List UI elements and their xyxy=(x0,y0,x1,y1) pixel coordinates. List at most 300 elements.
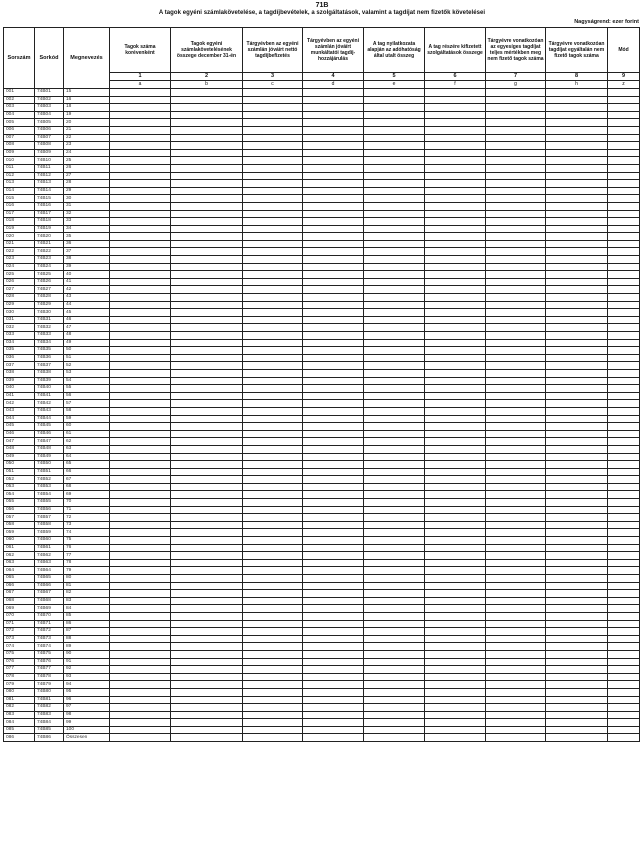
value-cell-col-4[interactable] xyxy=(303,187,364,195)
value-cell-col-6[interactable] xyxy=(425,180,486,188)
value-cell-col-7[interactable] xyxy=(486,89,546,97)
value-cell-col-1[interactable] xyxy=(110,597,171,605)
value-cell-col-3[interactable] xyxy=(243,195,303,203)
value-cell-col-3[interactable] xyxy=(243,704,303,712)
value-cell-col-9[interactable] xyxy=(608,294,640,302)
value-cell-col-7[interactable] xyxy=(486,620,546,628)
value-cell-col-1[interactable] xyxy=(110,582,171,590)
value-cell-col-3[interactable] xyxy=(243,400,303,408)
value-cell-col-6[interactable] xyxy=(425,172,486,180)
value-cell-col-9[interactable] xyxy=(608,704,640,712)
value-cell-col-6[interactable] xyxy=(425,218,486,226)
value-cell-col-2[interactable] xyxy=(171,620,243,628)
value-cell-col-2[interactable] xyxy=(171,696,243,704)
value-cell-col-7[interactable] xyxy=(486,157,546,165)
value-cell-col-7[interactable] xyxy=(486,461,546,469)
value-cell-col-6[interactable] xyxy=(425,688,486,696)
value-cell-col-5[interactable] xyxy=(364,400,425,408)
value-cell-col-6[interactable] xyxy=(425,400,486,408)
value-cell-col-1[interactable] xyxy=(110,673,171,681)
value-cell-col-1[interactable] xyxy=(110,119,171,127)
value-cell-col-6[interactable] xyxy=(425,491,486,499)
value-cell-col-9[interactable] xyxy=(608,650,640,658)
value-cell-col-2[interactable] xyxy=(171,567,243,575)
value-cell-col-1[interactable] xyxy=(110,332,171,340)
value-cell-col-5[interactable] xyxy=(364,233,425,241)
value-cell-col-7[interactable] xyxy=(486,415,546,423)
value-cell-col-5[interactable] xyxy=(364,347,425,355)
value-cell-col-8[interactable] xyxy=(546,324,608,332)
value-cell-col-7[interactable] xyxy=(486,180,546,188)
value-cell-col-1[interactable] xyxy=(110,301,171,309)
value-cell-col-2[interactable] xyxy=(171,157,243,165)
value-cell-col-3[interactable] xyxy=(243,635,303,643)
value-cell-col-1[interactable] xyxy=(110,294,171,302)
value-cell-col-7[interactable] xyxy=(486,559,546,567)
value-cell-col-2[interactable] xyxy=(171,476,243,484)
value-cell-col-6[interactable] xyxy=(425,666,486,674)
value-cell-col-8[interactable] xyxy=(546,658,608,666)
value-cell-col-6[interactable] xyxy=(425,354,486,362)
value-cell-col-3[interactable] xyxy=(243,316,303,324)
value-cell-col-7[interactable] xyxy=(486,172,546,180)
value-cell-col-8[interactable] xyxy=(546,567,608,575)
value-cell-col-4[interactable] xyxy=(303,468,364,476)
value-cell-col-6[interactable] xyxy=(425,673,486,681)
value-cell-col-8[interactable] xyxy=(546,316,608,324)
value-cell-col-4[interactable] xyxy=(303,620,364,628)
value-cell-col-2[interactable] xyxy=(171,666,243,674)
value-cell-col-7[interactable] xyxy=(486,339,546,347)
value-cell-col-8[interactable] xyxy=(546,590,608,598)
value-cell-col-6[interactable] xyxy=(425,149,486,157)
value-cell-col-2[interactable] xyxy=(171,96,243,104)
value-cell-col-2[interactable] xyxy=(171,149,243,157)
value-cell-col-1[interactable] xyxy=(110,430,171,438)
value-cell-col-3[interactable] xyxy=(243,628,303,636)
value-cell-col-8[interactable] xyxy=(546,461,608,469)
value-cell-col-8[interactable] xyxy=(546,430,608,438)
value-cell-col-8[interactable] xyxy=(546,544,608,552)
value-cell-col-6[interactable] xyxy=(425,423,486,431)
value-cell-col-9[interactable] xyxy=(608,119,640,127)
value-cell-col-3[interactable] xyxy=(243,688,303,696)
value-cell-col-3[interactable] xyxy=(243,438,303,446)
value-cell-col-3[interactable] xyxy=(243,362,303,370)
value-cell-col-4[interactable] xyxy=(303,612,364,620)
value-cell-col-7[interactable] xyxy=(486,218,546,226)
value-cell-col-7[interactable] xyxy=(486,499,546,507)
value-cell-col-9[interactable] xyxy=(608,438,640,446)
value-cell-col-8[interactable] xyxy=(546,628,608,636)
value-cell-col-6[interactable] xyxy=(425,597,486,605)
value-cell-col-9[interactable] xyxy=(608,696,640,704)
value-cell-col-6[interactable] xyxy=(425,324,486,332)
value-cell-col-5[interactable] xyxy=(364,468,425,476)
value-cell-col-5[interactable] xyxy=(364,734,425,742)
value-cell-col-2[interactable] xyxy=(171,506,243,514)
value-cell-col-1[interactable] xyxy=(110,263,171,271)
value-cell-col-4[interactable] xyxy=(303,438,364,446)
value-cell-col-3[interactable] xyxy=(243,210,303,218)
value-cell-col-5[interactable] xyxy=(364,544,425,552)
value-cell-col-1[interactable] xyxy=(110,104,171,112)
value-cell-col-2[interactable] xyxy=(171,316,243,324)
value-cell-col-1[interactable] xyxy=(110,445,171,453)
value-cell-col-1[interactable] xyxy=(110,164,171,172)
value-cell-col-7[interactable] xyxy=(486,369,546,377)
value-cell-col-1[interactable] xyxy=(110,89,171,97)
value-cell-col-3[interactable] xyxy=(243,582,303,590)
value-cell-col-9[interactable] xyxy=(608,111,640,119)
value-cell-col-3[interactable] xyxy=(243,681,303,689)
value-cell-col-5[interactable] xyxy=(364,271,425,279)
value-cell-col-9[interactable] xyxy=(608,620,640,628)
value-cell-col-3[interactable] xyxy=(243,301,303,309)
value-cell-col-3[interactable] xyxy=(243,544,303,552)
value-cell-col-4[interactable] xyxy=(303,415,364,423)
value-cell-col-1[interactable] xyxy=(110,537,171,545)
value-cell-col-5[interactable] xyxy=(364,635,425,643)
value-cell-col-7[interactable] xyxy=(486,225,546,233)
value-cell-col-6[interactable] xyxy=(425,514,486,522)
value-cell-col-4[interactable] xyxy=(303,453,364,461)
value-cell-col-7[interactable] xyxy=(486,582,546,590)
value-cell-col-3[interactable] xyxy=(243,134,303,142)
value-cell-col-1[interactable] xyxy=(110,172,171,180)
value-cell-col-2[interactable] xyxy=(171,643,243,651)
value-cell-col-1[interactable] xyxy=(110,256,171,264)
value-cell-col-8[interactable] xyxy=(546,620,608,628)
value-cell-col-2[interactable] xyxy=(171,202,243,210)
value-cell-col-3[interactable] xyxy=(243,111,303,119)
value-cell-col-7[interactable] xyxy=(486,294,546,302)
value-cell-col-3[interactable] xyxy=(243,552,303,560)
value-cell-col-5[interactable] xyxy=(364,407,425,415)
value-cell-col-2[interactable] xyxy=(171,218,243,226)
value-cell-col-2[interactable] xyxy=(171,423,243,431)
value-cell-col-4[interactable] xyxy=(303,704,364,712)
value-cell-col-5[interactable] xyxy=(364,157,425,165)
value-cell-col-6[interactable] xyxy=(425,415,486,423)
value-cell-col-8[interactable] xyxy=(546,271,608,279)
value-cell-col-6[interactable] xyxy=(425,650,486,658)
value-cell-col-7[interactable] xyxy=(486,119,546,127)
value-cell-col-9[interactable] xyxy=(608,89,640,97)
value-cell-col-7[interactable] xyxy=(486,438,546,446)
value-cell-col-7[interactable] xyxy=(486,468,546,476)
value-cell-col-2[interactable] xyxy=(171,392,243,400)
value-cell-col-3[interactable] xyxy=(243,726,303,734)
value-cell-col-6[interactable] xyxy=(425,704,486,712)
value-cell-col-8[interactable] xyxy=(546,119,608,127)
value-cell-col-9[interactable] xyxy=(608,476,640,484)
value-cell-col-2[interactable] xyxy=(171,544,243,552)
value-cell-col-7[interactable] xyxy=(486,96,546,104)
value-cell-col-1[interactable] xyxy=(110,552,171,560)
value-cell-col-9[interactable] xyxy=(608,544,640,552)
value-cell-col-7[interactable] xyxy=(486,278,546,286)
value-cell-col-7[interactable] xyxy=(486,392,546,400)
value-cell-col-9[interactable] xyxy=(608,301,640,309)
value-cell-col-3[interactable] xyxy=(243,476,303,484)
value-cell-col-4[interactable] xyxy=(303,119,364,127)
value-cell-col-4[interactable] xyxy=(303,195,364,203)
value-cell-col-4[interactable] xyxy=(303,483,364,491)
value-cell-col-2[interactable] xyxy=(171,688,243,696)
value-cell-col-1[interactable] xyxy=(110,225,171,233)
value-cell-col-1[interactable] xyxy=(110,726,171,734)
value-cell-col-2[interactable] xyxy=(171,286,243,294)
value-cell-col-7[interactable] xyxy=(486,445,546,453)
value-cell-col-9[interactable] xyxy=(608,316,640,324)
value-cell-col-5[interactable] xyxy=(364,688,425,696)
value-cell-col-8[interactable] xyxy=(546,635,608,643)
value-cell-col-1[interactable] xyxy=(110,711,171,719)
value-cell-col-6[interactable] xyxy=(425,544,486,552)
value-cell-col-7[interactable] xyxy=(486,658,546,666)
value-cell-col-6[interactable] xyxy=(425,187,486,195)
value-cell-col-6[interactable] xyxy=(425,734,486,742)
value-cell-col-3[interactable] xyxy=(243,286,303,294)
value-cell-col-4[interactable] xyxy=(303,696,364,704)
value-cell-col-5[interactable] xyxy=(364,575,425,583)
value-cell-col-8[interactable] xyxy=(546,278,608,286)
value-cell-col-3[interactable] xyxy=(243,309,303,317)
value-cell-col-8[interactable] xyxy=(546,483,608,491)
value-cell-col-1[interactable] xyxy=(110,149,171,157)
value-cell-col-3[interactable] xyxy=(243,240,303,248)
value-cell-col-1[interactable] xyxy=(110,567,171,575)
value-cell-col-6[interactable] xyxy=(425,445,486,453)
value-cell-col-4[interactable] xyxy=(303,673,364,681)
value-cell-col-2[interactable] xyxy=(171,673,243,681)
value-cell-col-7[interactable] xyxy=(486,233,546,241)
value-cell-col-5[interactable] xyxy=(364,172,425,180)
value-cell-col-5[interactable] xyxy=(364,354,425,362)
value-cell-col-2[interactable] xyxy=(171,612,243,620)
value-cell-col-9[interactable] xyxy=(608,499,640,507)
value-cell-col-1[interactable] xyxy=(110,605,171,613)
value-cell-col-5[interactable] xyxy=(364,180,425,188)
value-cell-col-6[interactable] xyxy=(425,126,486,134)
value-cell-col-2[interactable] xyxy=(171,582,243,590)
value-cell-col-5[interactable] xyxy=(364,567,425,575)
value-cell-col-5[interactable] xyxy=(364,286,425,294)
value-cell-col-3[interactable] xyxy=(243,89,303,97)
value-cell-col-9[interactable] xyxy=(608,521,640,529)
value-cell-col-6[interactable] xyxy=(425,506,486,514)
value-cell-col-4[interactable] xyxy=(303,134,364,142)
value-cell-col-8[interactable] xyxy=(546,126,608,134)
value-cell-col-4[interactable] xyxy=(303,111,364,119)
value-cell-col-5[interactable] xyxy=(364,119,425,127)
value-cell-col-8[interactable] xyxy=(546,438,608,446)
value-cell-col-4[interactable] xyxy=(303,711,364,719)
value-cell-col-5[interactable] xyxy=(364,719,425,727)
value-cell-col-2[interactable] xyxy=(171,172,243,180)
value-cell-col-4[interactable] xyxy=(303,628,364,636)
value-cell-col-5[interactable] xyxy=(364,225,425,233)
value-cell-col-4[interactable] xyxy=(303,180,364,188)
value-cell-col-1[interactable] xyxy=(110,499,171,507)
value-cell-col-9[interactable] xyxy=(608,126,640,134)
value-cell-col-3[interactable] xyxy=(243,590,303,598)
value-cell-col-9[interactable] xyxy=(608,537,640,545)
value-cell-col-6[interactable] xyxy=(425,681,486,689)
value-cell-col-4[interactable] xyxy=(303,719,364,727)
value-cell-col-5[interactable] xyxy=(364,597,425,605)
value-cell-col-3[interactable] xyxy=(243,658,303,666)
value-cell-col-5[interactable] xyxy=(364,96,425,104)
value-cell-col-5[interactable] xyxy=(364,362,425,370)
value-cell-col-6[interactable] xyxy=(425,438,486,446)
value-cell-col-8[interactable] xyxy=(546,650,608,658)
value-cell-col-1[interactable] xyxy=(110,666,171,674)
value-cell-col-7[interactable] xyxy=(486,187,546,195)
value-cell-col-4[interactable] xyxy=(303,96,364,104)
value-cell-col-3[interactable] xyxy=(243,529,303,537)
value-cell-col-5[interactable] xyxy=(364,332,425,340)
value-cell-col-1[interactable] xyxy=(110,628,171,636)
value-cell-col-5[interactable] xyxy=(364,491,425,499)
value-cell-col-9[interactable] xyxy=(608,468,640,476)
value-cell-col-9[interactable] xyxy=(608,362,640,370)
value-cell-col-1[interactable] xyxy=(110,339,171,347)
value-cell-col-6[interactable] xyxy=(425,726,486,734)
value-cell-col-6[interactable] xyxy=(425,476,486,484)
value-cell-col-3[interactable] xyxy=(243,696,303,704)
value-cell-col-4[interactable] xyxy=(303,172,364,180)
value-cell-col-8[interactable] xyxy=(546,309,608,317)
value-cell-col-5[interactable] xyxy=(364,195,425,203)
value-cell-col-7[interactable] xyxy=(486,240,546,248)
value-cell-col-5[interactable] xyxy=(364,240,425,248)
value-cell-col-2[interactable] xyxy=(171,134,243,142)
value-cell-col-2[interactable] xyxy=(171,628,243,636)
value-cell-col-7[interactable] xyxy=(486,711,546,719)
value-cell-col-1[interactable] xyxy=(110,134,171,142)
value-cell-col-3[interactable] xyxy=(243,453,303,461)
value-cell-col-8[interactable] xyxy=(546,172,608,180)
value-cell-col-8[interactable] xyxy=(546,240,608,248)
value-cell-col-5[interactable] xyxy=(364,666,425,674)
value-cell-col-8[interactable] xyxy=(546,582,608,590)
value-cell-col-8[interactable] xyxy=(546,559,608,567)
value-cell-col-7[interactable] xyxy=(486,377,546,385)
value-cell-col-9[interactable] xyxy=(608,559,640,567)
value-cell-col-9[interactable] xyxy=(608,453,640,461)
value-cell-col-9[interactable] xyxy=(608,157,640,165)
value-cell-col-7[interactable] xyxy=(486,650,546,658)
value-cell-col-8[interactable] xyxy=(546,385,608,393)
value-cell-col-9[interactable] xyxy=(608,377,640,385)
value-cell-col-8[interactable] xyxy=(546,726,608,734)
value-cell-col-5[interactable] xyxy=(364,248,425,256)
value-cell-col-6[interactable] xyxy=(425,461,486,469)
value-cell-col-1[interactable] xyxy=(110,612,171,620)
value-cell-col-2[interactable] xyxy=(171,195,243,203)
value-cell-col-9[interactable] xyxy=(608,202,640,210)
value-cell-col-5[interactable] xyxy=(364,521,425,529)
value-cell-col-9[interactable] xyxy=(608,392,640,400)
value-cell-col-6[interactable] xyxy=(425,567,486,575)
value-cell-col-3[interactable] xyxy=(243,575,303,583)
value-cell-col-5[interactable] xyxy=(364,385,425,393)
value-cell-col-4[interactable] xyxy=(303,681,364,689)
value-cell-col-8[interactable] xyxy=(546,423,608,431)
value-cell-col-1[interactable] xyxy=(110,218,171,226)
value-cell-col-3[interactable] xyxy=(243,271,303,279)
value-cell-col-1[interactable] xyxy=(110,111,171,119)
value-cell-col-7[interactable] xyxy=(486,134,546,142)
value-cell-col-4[interactable] xyxy=(303,726,364,734)
value-cell-col-9[interactable] xyxy=(608,263,640,271)
value-cell-col-4[interactable] xyxy=(303,476,364,484)
value-cell-col-1[interactable] xyxy=(110,483,171,491)
value-cell-col-7[interactable] xyxy=(486,149,546,157)
value-cell-col-3[interactable] xyxy=(243,164,303,172)
value-cell-col-9[interactable] xyxy=(608,149,640,157)
value-cell-col-6[interactable] xyxy=(425,240,486,248)
value-cell-col-1[interactable] xyxy=(110,354,171,362)
value-cell-col-3[interactable] xyxy=(243,126,303,134)
value-cell-col-2[interactable] xyxy=(171,89,243,97)
value-cell-col-1[interactable] xyxy=(110,521,171,529)
value-cell-col-2[interactable] xyxy=(171,514,243,522)
value-cell-col-7[interactable] xyxy=(486,567,546,575)
value-cell-col-9[interactable] xyxy=(608,324,640,332)
value-cell-col-7[interactable] xyxy=(486,575,546,583)
value-cell-col-9[interactable] xyxy=(608,552,640,560)
value-cell-col-5[interactable] xyxy=(364,643,425,651)
value-cell-col-7[interactable] xyxy=(486,407,546,415)
value-cell-col-4[interactable] xyxy=(303,385,364,393)
value-cell-col-2[interactable] xyxy=(171,704,243,712)
value-cell-col-6[interactable] xyxy=(425,362,486,370)
value-cell-col-1[interactable] xyxy=(110,544,171,552)
value-cell-col-9[interactable] xyxy=(608,643,640,651)
value-cell-col-3[interactable] xyxy=(243,225,303,233)
value-cell-col-3[interactable] xyxy=(243,347,303,355)
value-cell-col-9[interactable] xyxy=(608,347,640,355)
value-cell-col-7[interactable] xyxy=(486,666,546,674)
value-cell-col-1[interactable] xyxy=(110,271,171,279)
value-cell-col-8[interactable] xyxy=(546,377,608,385)
value-cell-col-8[interactable] xyxy=(546,149,608,157)
value-cell-col-8[interactable] xyxy=(546,301,608,309)
value-cell-col-7[interactable] xyxy=(486,681,546,689)
value-cell-col-5[interactable] xyxy=(364,164,425,172)
value-cell-col-1[interactable] xyxy=(110,506,171,514)
value-cell-col-9[interactable] xyxy=(608,506,640,514)
value-cell-col-9[interactable] xyxy=(608,673,640,681)
value-cell-col-4[interactable] xyxy=(303,650,364,658)
value-cell-col-8[interactable] xyxy=(546,111,608,119)
value-cell-col-5[interactable] xyxy=(364,673,425,681)
value-cell-col-7[interactable] xyxy=(486,111,546,119)
value-cell-col-5[interactable] xyxy=(364,126,425,134)
value-cell-col-4[interactable] xyxy=(303,567,364,575)
value-cell-col-2[interactable] xyxy=(171,142,243,150)
value-cell-col-4[interactable] xyxy=(303,575,364,583)
value-cell-col-5[interactable] xyxy=(364,263,425,271)
value-cell-col-3[interactable] xyxy=(243,445,303,453)
value-cell-col-2[interactable] xyxy=(171,726,243,734)
value-cell-col-2[interactable] xyxy=(171,240,243,248)
value-cell-col-2[interactable] xyxy=(171,256,243,264)
value-cell-col-4[interactable] xyxy=(303,142,364,150)
